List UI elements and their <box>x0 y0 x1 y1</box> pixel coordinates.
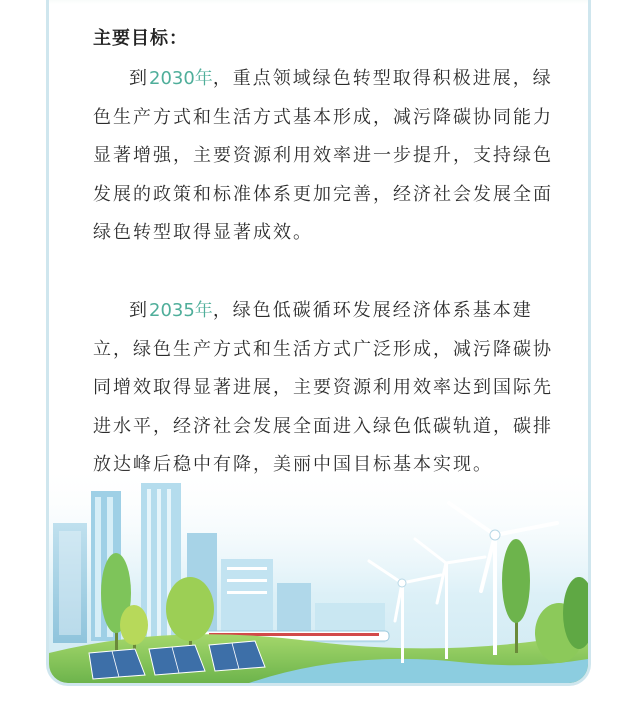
year-2030: 2030年 <box>149 68 213 89</box>
section-heading: 主要目标： <box>93 28 188 49</box>
content-card <box>46 0 591 686</box>
year-2035: 2035年 <box>149 300 213 321</box>
green-city-illustration <box>49 463 588 683</box>
paragraph-2030-prefix: 到 <box>129 68 149 89</box>
paragraph-2035-prefix: 到 <box>129 300 149 321</box>
paragraph-2035 <box>93 292 555 485</box>
paragraph-2030-text: ，重点领域绿色转型取得积极进展，绿色生产方式和生活方式基本形成，减污降碳协同能力显著增强，主要资源利用效率进一步提升，支持绿色发展的政策和标准体系更加完善，经济社会发展全面绿色转型取得显著成效。 <box>93 68 553 244</box>
paragraph-2035-text: ，绿色低碳循环发展经济体系基本建立，绿色生产方式和生活方式广泛形成，减污降碳协同增效取得显著进展，主要资源利用效率达到国际先进水平，经济社会发展全面进入绿色低碳轨道，碳排 <box>93 300 553 437</box>
top-strip <box>49 0 588 4</box>
paragraph-2030 <box>93 60 555 253</box>
